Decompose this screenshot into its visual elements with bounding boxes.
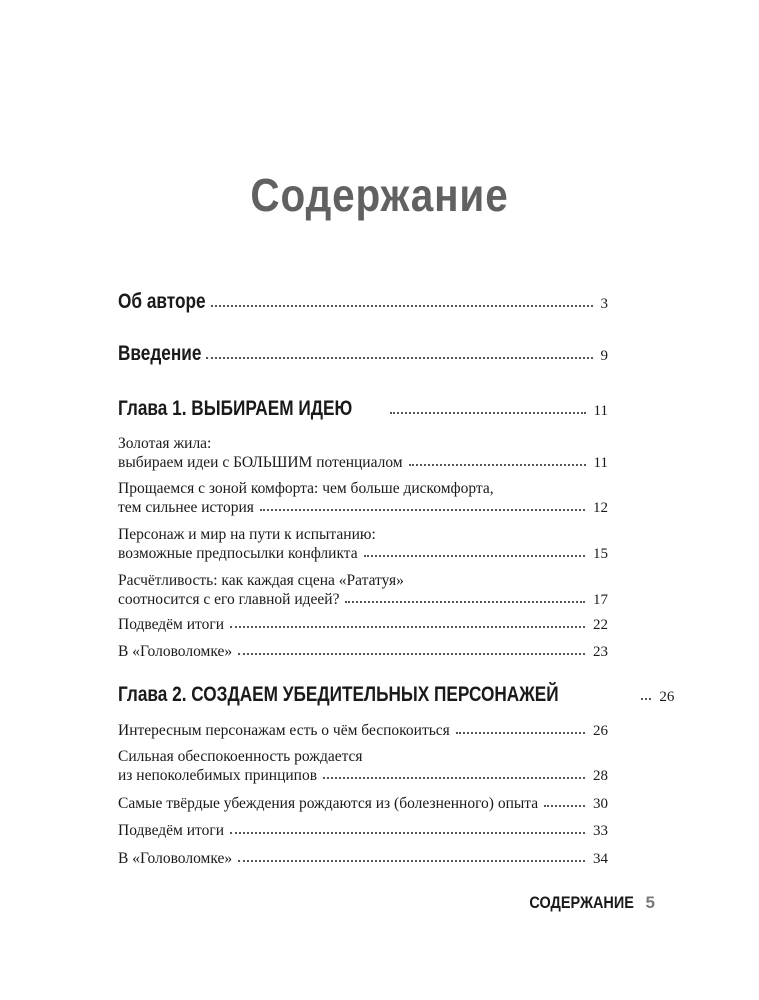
dot-leader	[456, 732, 585, 734]
toc-page-number: 11	[593, 403, 608, 419]
dot-leader	[230, 832, 585, 834]
dot-leader	[641, 698, 651, 700]
toc-entry-inside-out-1[interactable]	[118, 642, 608, 662]
toc-entry-title: возможные предпосылки конфликта	[118, 545, 358, 562]
toc-entry-title: из непоколебимых принципов	[118, 767, 318, 784]
toc-page-number: 33	[593, 823, 608, 839]
toc-entry-chapter-2[interactable]	[118, 683, 675, 707]
toc-page-number: 34	[593, 851, 608, 867]
toc-page-number: 26	[659, 689, 675, 705]
toc-entry-line: Персонаж и мир на пути к испытанию:	[118, 526, 376, 543]
toc-entry-title: выбираем идеи с БОЛЬШИМ потенциалом	[118, 454, 403, 471]
toc-entry-line: Прощаемся с зоной комфорта: чем больше дискомфорта,	[118, 480, 494, 497]
toc-entry-ratatouille[interactable]	[118, 571, 608, 610]
dot-leader	[206, 357, 593, 359]
toc-entry-summary-1[interactable]	[118, 615, 608, 635]
dot-leader	[409, 464, 586, 466]
page-footer	[511, 893, 655, 913]
toc-entry-chapter-1[interactable]	[118, 397, 608, 421]
toc-page-number: 23	[593, 644, 608, 660]
toc-page-number: 28	[593, 768, 608, 784]
toc-entry-title: В «Головоломке»	[118, 850, 233, 867]
toc-entry-title: Об авторе	[118, 290, 206, 313]
toc-entry-title: Глава 2. СОЗДАЕМ УБЕДИТЕЛЬНЫХ ПЕРСОНАЖЕЙ	[118, 683, 559, 706]
page-number: 5	[645, 893, 655, 912]
dot-leader	[323, 777, 585, 779]
toc-entry-title: Самые твёрдые убеждения рождаются из (болезненного) опыта	[118, 795, 539, 812]
toc-entry-title: Подведём итоги	[118, 616, 225, 633]
toc-entry-about-author[interactable]	[118, 290, 608, 314]
toc-entry-comfort-zone[interactable]	[118, 479, 608, 518]
dot-leader	[211, 305, 593, 307]
toc-entry-strong-concern[interactable]	[118, 747, 608, 786]
toc-entry-title: тем сильнее история	[118, 499, 254, 516]
toc-entry-title: Введение	[118, 342, 202, 365]
toc-page-number: 11	[593, 455, 608, 471]
dot-leader	[544, 805, 585, 807]
page-title: Содержание	[250, 169, 509, 221]
toc-entry-title: В «Головоломке»	[118, 643, 233, 660]
toc-entry-title: Подведём итоги	[118, 822, 225, 839]
toc-entry-title: Глава 1. ВЫБИРАЕМ ИДЕЮ	[118, 397, 353, 420]
toc-page-number: 30	[593, 796, 608, 812]
toc-entry-line: Расчётливость: как каждая сцена «Рататуя»	[118, 572, 404, 589]
toc-entry-summary-2[interactable]	[118, 821, 608, 841]
toc-entry-inside-out-2[interactable]	[118, 849, 608, 869]
dot-leader	[238, 653, 585, 655]
toc-entry-firm-beliefs[interactable]	[118, 794, 608, 814]
dot-leader	[260, 509, 585, 511]
toc-page-number: 26	[593, 723, 608, 739]
toc-page-number: 22	[593, 617, 608, 633]
dot-leader	[390, 412, 586, 414]
toc-entry-title: Интересным персонажам есть о чём беспокоиться	[118, 722, 450, 739]
toc-entry-title: соотносится с его главной идеей?	[118, 591, 340, 608]
dot-leader	[364, 555, 585, 557]
dot-leader	[345, 601, 585, 603]
toc-entry-line: Золотая жила:	[118, 435, 212, 452]
running-header: СОДЕРЖАНИЕ	[529, 893, 634, 912]
toc-page-number: 3	[600, 296, 608, 312]
toc-entry-line: Сильная обеспокоенность рождается	[118, 748, 363, 765]
toc-entry-introduction[interactable]	[118, 342, 608, 366]
dot-leader	[230, 626, 585, 628]
toc-page-number: 17	[593, 592, 608, 608]
toc-page-number: 15	[593, 546, 608, 562]
toc-entry-interesting-characters[interactable]	[118, 721, 608, 741]
toc-entry-character-world[interactable]	[118, 525, 608, 564]
dot-leader	[238, 860, 585, 862]
toc-entry-golden-vein[interactable]	[118, 434, 608, 473]
toc-page-number: 9	[600, 348, 608, 364]
toc-page-number: 12	[593, 500, 608, 516]
